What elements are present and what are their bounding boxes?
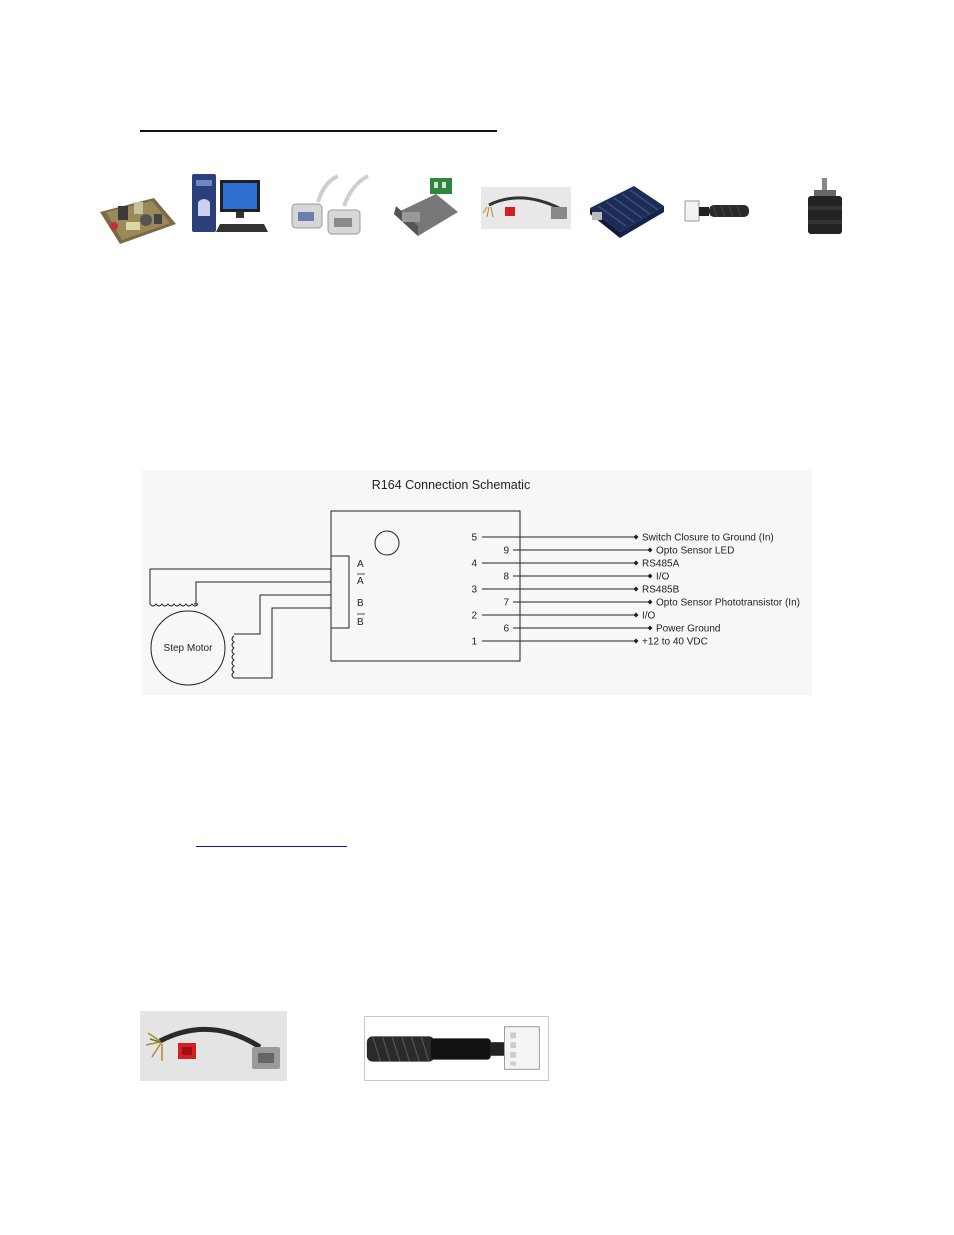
pin-label: Switch Closure to Ground (In): [642, 532, 774, 544]
schematic-drawing: [142, 470, 812, 695]
pin-label: Power Ground: [656, 623, 721, 635]
pin-number: 6: [503, 623, 509, 635]
sensor-cable-closeup-photo: [140, 1011, 287, 1081]
step-motor-photo: [802, 176, 848, 236]
mounting-hole: [375, 531, 399, 555]
pin-number: 4: [471, 558, 477, 570]
pin-number: 1: [471, 636, 477, 648]
pin-terminal: [648, 548, 653, 553]
phase-label-a: A: [357, 559, 364, 570]
motor-cable-photo: [683, 197, 751, 225]
pin-label: I/O: [642, 610, 656, 622]
pin-label: RS485A: [642, 558, 680, 570]
step-motor-label: Step Motor: [163, 643, 213, 654]
phase-label-a-bar: A: [357, 576, 364, 587]
pin-terminal: [648, 626, 653, 631]
pin-lines: [471, 533, 800, 648]
desktop-computer-photo: [190, 172, 270, 236]
pin-label: Opto Sensor Phototransistor (In): [656, 597, 800, 609]
rs485-converter-photo: [388, 172, 464, 242]
pin-terminal: [648, 600, 653, 605]
pin-number: 9: [503, 545, 509, 557]
sensor-cable-photo: [481, 187, 571, 229]
pin-number: 8: [503, 571, 509, 583]
schematic-title: R164 Connection Schematic: [371, 478, 531, 492]
serial-cable-photo: [288, 172, 372, 244]
pin-terminal: [648, 574, 653, 579]
pin-terminal: [634, 561, 639, 566]
pin-label: I/O: [656, 571, 670, 583]
pin-label: Opto Sensor LED: [656, 545, 735, 557]
motor-connector: [331, 556, 349, 628]
motor-cable-closeup-photo: [364, 1016, 549, 1081]
winding-b: [232, 595, 331, 678]
phase-label-b-bar: B: [357, 617, 364, 628]
pin-terminal: [634, 535, 639, 540]
pin-label: +12 to 40 VDC: [642, 636, 708, 648]
heading-underline: [140, 130, 497, 132]
pin-number: 5: [471, 532, 477, 544]
link-underline[interactable]: [196, 846, 347, 847]
phase-label-b: B: [357, 598, 364, 609]
driver-heatsink-photo: [586, 178, 666, 238]
connection-schematic: [142, 470, 812, 695]
winding-a: [150, 569, 198, 606]
pin-number: 2: [471, 610, 477, 622]
pin-label: RS485B: [642, 584, 680, 596]
pin-number: 7: [503, 597, 509, 609]
pin-terminal: [634, 613, 639, 618]
pin-terminal: [634, 639, 639, 644]
pin-terminal: [634, 587, 639, 592]
pin-number: 3: [471, 584, 477, 596]
power-supply-board-photo: [96, 190, 178, 248]
